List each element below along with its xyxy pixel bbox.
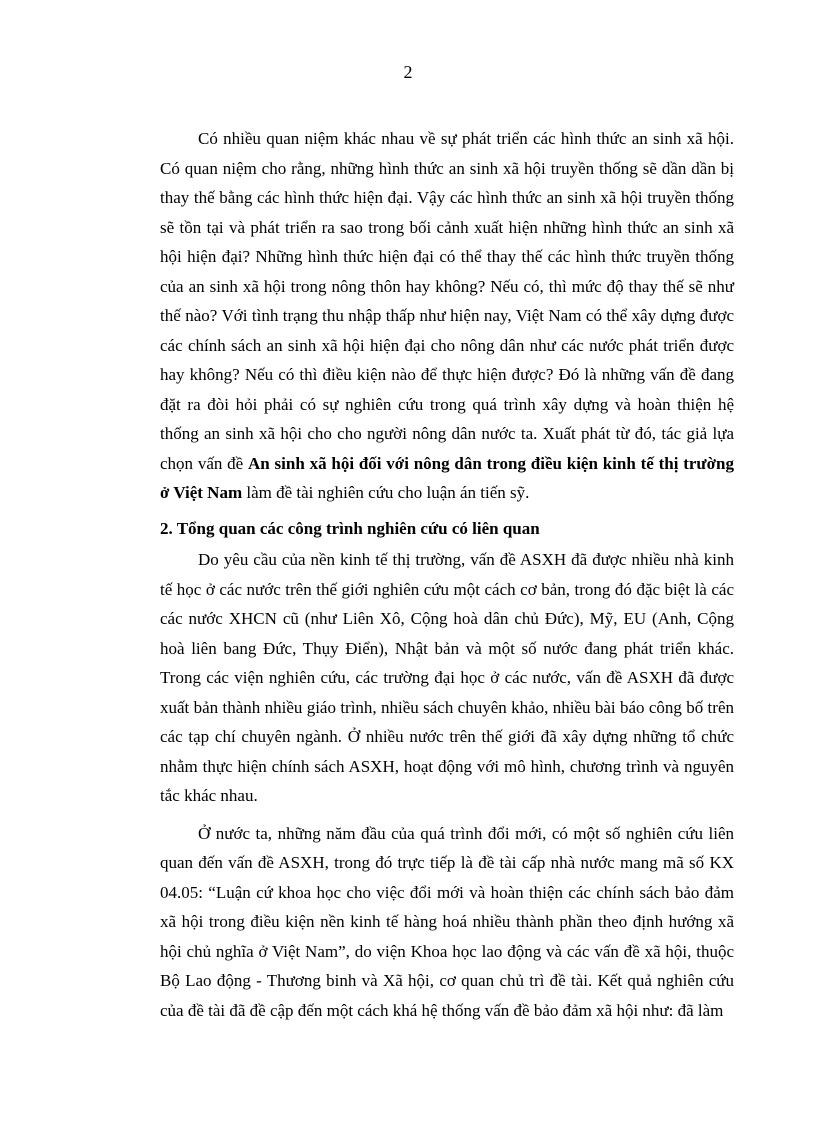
section-heading: 2. Tổng quan các công trình nghiên cứu có liên quan: [160, 518, 540, 538]
thesis-title-bold: An sinh xã hội đối với nông dân trong điều kiện kinh tế thị trường ở Việt Nam: [160, 453, 734, 502]
page-body: [160, 124, 734, 1025]
literature-paragraph-1: Do yêu cầu của nền kinh tế thị trường, vấn đề ASXH đã được nhiều nhà kinh tế học ở các nước trên thế giới nghiên cứu một cách cơ bản, trong đó đặc biệt là các các nước XHCN cũ (như Liên Xô, Cộng hoà dân chủ Đức), Mỹ, EU (Anh, Cộng hoà liên bang Đức, Thụy Điển), Nhật bản và một số nước đang phát triển khác. Trong các viện nghiên cứu, các trường đại học ở các nước, vấn đề ASXH đã được xuất bản thành nhiều giáo trình, nhiều sách chuyên khảo, nhiều bài báo công bố trên các tạp chí chuyên ngành. Ở nhiều nước trên thế giới đã xây dựng những tổ chức nhằm thực hiện chính sách ASXH, hoạt động với mô hình, chương trình và nguyên tắc khác nhau.: [160, 550, 734, 805]
intro-paragraph: [160, 124, 734, 508]
page-number: 2: [403, 62, 413, 82]
intro-paragraph-ending: làm đề tài nghiên cứu cho luận án tiến sỹ.: [242, 483, 530, 502]
intro-paragraph-text: Có nhiều quan niệm khác nhau về sự phát triển các hình thức an sinh xã hội. Có quan niệm cho rằng, những hình thức an sinh xã hội truyền thống sẽ dần dần bị thay thế bằng các hình thức hiện đại. Vậy các hình thức an sinh xã hội truyền thống sẽ tồn tại và phát triển ra sao trong bối cảnh xuất hiện những hình thức an sinh xã hội hiện đại? Những hình thức hiện đại có thể thay thế các hình thức truyền thống của an sinh xã hội trong nông thôn hay không? Nếu có, thì mức độ thay thế sẽ như thế nào? Với tình trạng thu nhập thấp như hiện nay, Việt Nam có thể xây dựng được các chính sách an sinh xã hội hiện đại cho nông dân như các nước phát triển được hay không? Nếu có thì điều kiện nào để thực hiện được? Đó là những vấn đề đang đặt ra đòi hỏi phải có sự nghiên cứu trong quá trình xây dựng và hoàn thiện hệ thống an sinh xã hội cho cho người nông dân nước ta. Xuất phát từ đó, tác giả lựa chọn vấn đề: [160, 129, 734, 473]
literature-paragraph-2: Ở nước ta, những năm đầu của quá trình đổi mới, có một số nghiên cứu liên quan đến vấn đề ASXH, trong đó trực tiếp là đề tài cấp nhà nước mang mã số KX 04.05: “Luận cứ khoa học cho việc đổi mới và hoàn thiện các chính sách bảo đảm xã hội trong điều kiện nền kinh tế hàng hoá nhiều thành phần theo định hướng xã hội chủ nghĩa ở Việt Nam”, do viện Khoa học lao động và các vấn đề xã hội, thuộc Bộ Lao động - Thương binh và Xã hội, cơ quan chủ trì đề tài. Kết quả nghiên cứu của đề tài đã đề cập đến một cách khá hệ thống vấn đề bảo đảm xã hội như: đã làm: [160, 823, 734, 1020]
